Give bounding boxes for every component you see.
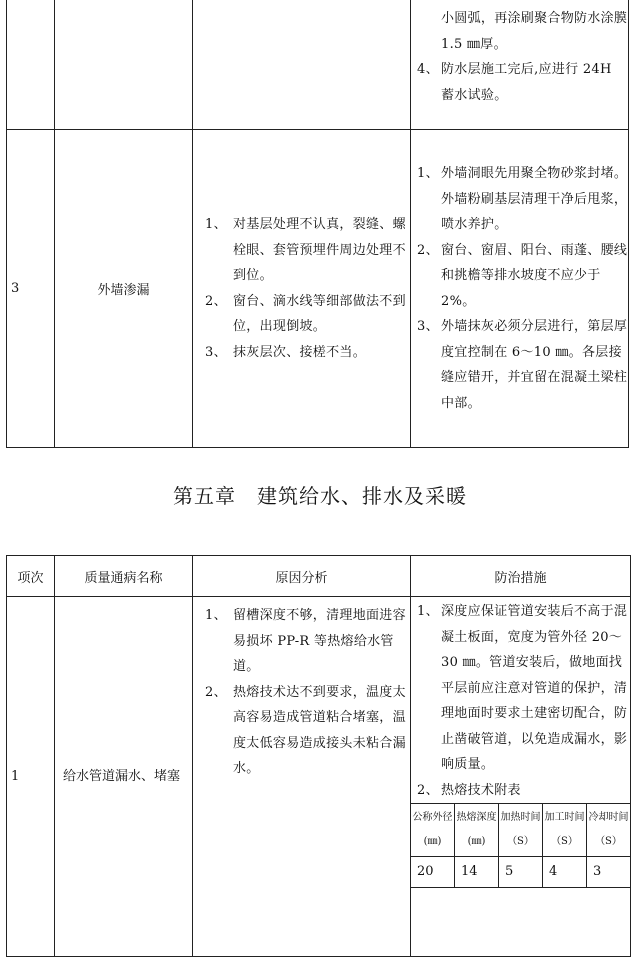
sub-value: 5 <box>499 857 543 888</box>
cause-cell <box>193 597 411 957</box>
header-cause-analysis: 原因分析 <box>193 556 411 597</box>
measure-cell <box>411 130 629 448</box>
chapter-title: 第五章 建筑给水、排水及采暖 <box>173 484 467 508</box>
header-prevention: 防治措施 <box>411 556 631 597</box>
list-item: 3、 抹灰层次、接槎不当。 <box>205 344 367 360</box>
cause-cell <box>193 0 411 130</box>
defect-name: 给水管道漏水、堵塞 <box>55 597 193 957</box>
list-item: 2、 窗台、滴水线等细部做法不到位，出现倒坡。 <box>205 293 406 334</box>
list-item: 2、 窗台、窗眉、阳台、雨蓬、腰线和挑檐等排水坡度不应少于 2%。 <box>417 242 628 309</box>
sub-header-cool-time: 冷却时间（S） <box>587 804 631 857</box>
sub-header-process-time: 加工时间（S） <box>543 804 587 857</box>
cause-list <box>193 603 410 782</box>
list-item: 1、 深度应保证管道安装后不高于混凝土板面，宽度为管外径 20～30 ㎜。管道安装后，做地面找平层前应注意对管道的保护，清理地面时要求土建密切配合，防止凿破管道，以免造成漏水，影响质量。 <box>417 604 628 772</box>
sub-table-header-row <box>411 804 631 857</box>
item-number: 3 <box>7 130 55 448</box>
hot-melt-sub-table <box>410 803 631 888</box>
sub-value: 3 <box>587 857 631 888</box>
sub-value: 14 <box>455 857 499 888</box>
list-item: 小圆弧，再涂刷聚合物防水涂膜 1.5 ㎜厚。 <box>441 11 628 52</box>
sub-header-outer-diameter: 公称外径(㎜) <box>411 804 455 857</box>
table-row <box>7 130 629 448</box>
table-row-continued <box>7 0 629 130</box>
table-row <box>7 597 631 957</box>
sub-value: 20 <box>411 857 455 888</box>
measure-cell <box>411 597 631 957</box>
measure-cell <box>411 0 629 130</box>
table-header-row <box>7 556 631 597</box>
defect-name: 外墙渗漏 <box>55 130 193 448</box>
sub-table-row <box>411 857 631 888</box>
header-defect-name: 质量通病名称 <box>55 556 193 597</box>
num-cell <box>7 0 55 130</box>
list-item: 1、 对基层处理不认真，裂缝、螺栓眼、套管预埋件周边处理不到位。 <box>205 217 406 283</box>
quality-table-top <box>6 0 629 448</box>
cause-cell <box>193 130 411 448</box>
list-item: 2、 热熔技术达不到要求，温度太高容易造成管道粘合堵塞，温度太低容易造成接头未粘合漏水。 <box>205 684 406 776</box>
item-number: 1 <box>7 597 55 957</box>
name-cell <box>55 0 193 130</box>
cause-list <box>193 212 410 365</box>
list-item: 3、 外墙抹灰必须分层进行，第层厚度宜控制在 6～10 ㎜。各层接缝应错开，并宜留在混凝土梁柱中部。 <box>417 319 628 411</box>
sub-header-heat-time: 加热时间（S） <box>499 804 543 857</box>
sub-value: 4 <box>543 857 587 888</box>
list-item: 4、 防水层施工完后,应进行 24H 蓄水试验。 <box>417 62 612 103</box>
header-item-no: 项次 <box>7 556 55 597</box>
measure-list <box>411 161 628 416</box>
measure-list <box>411 6 628 108</box>
list-item: 2、 热熔技术附表 <box>417 782 521 798</box>
sub-header-melt-depth: 热熔深度(㎜) <box>455 804 499 857</box>
quality-table-chapter5 <box>6 555 631 957</box>
list-item: 1、 外墙洞眼先用聚全物砂浆封堵。外墙粉刷基层清理干净后甩浆，喷水养护。 <box>417 166 628 232</box>
measure-list <box>411 599 630 803</box>
list-item: 1、 留槽深度不够，清理地面进容易损坏 PP-R 等热熔给水管道。 <box>205 608 406 674</box>
